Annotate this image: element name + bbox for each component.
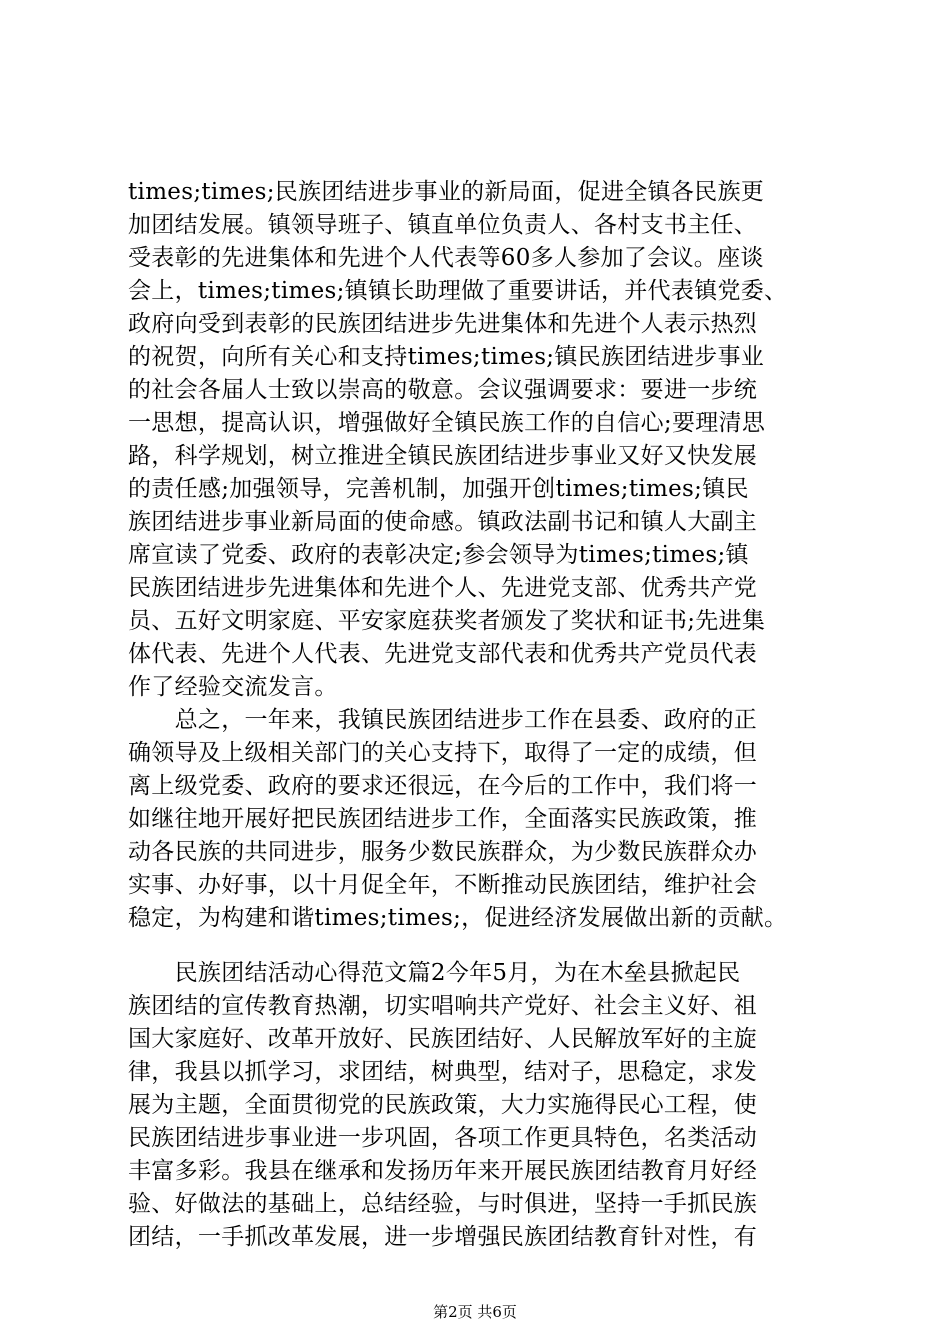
paragraph-1-line-16: 作了经验交流发言。 <box>128 674 338 700</box>
paragraph-3-line-4: 律，我县以抓学习，求团结，树典型，结对子，思稳定，求发 <box>128 1059 758 1085</box>
paragraph-1-line-14: 员、五好文明家庭、平安家庭获奖者颁发了奖状和证书;先进集 <box>128 608 766 634</box>
paragraph-2-line-4: 如继往地开展好把民族团结进步工作，全面落实民族政策，推 <box>128 806 758 832</box>
paragraph-1-line-13: 民族团结进步先进集体和先进个人、先进党支部、优秀共产党 <box>128 575 758 601</box>
paragraph-1-line-5: 政府向受到表彰的民族团结进步先进集体和先进个人表示热烈 <box>128 311 758 337</box>
paragraph-2-line-2: 确领导及上级相关部门的关心支持下，取得了一定的成绩，但 <box>128 740 758 766</box>
paragraph-1-line-7: 的社会各届人士致以崇高的敬意。会议强调要求：要进一步统 <box>128 377 758 403</box>
paragraph-1-line-10: 的责任感;加强领导，完善机制，加强开创times;times;镇民 <box>128 476 749 502</box>
page-number-footer: 第2页 共6页 <box>433 1303 517 1321</box>
paragraph-1-line-9: 路，科学规划，树立推进全镇民族团结进步事业又好又快发展 <box>128 443 758 469</box>
paragraph-3-line-6: 民族团结进步事业进一步巩固，各项工作更具特色，名类活动 <box>128 1125 758 1151</box>
paragraph-1-line-15: 体代表、先进个人代表、先进党支部代表和优秀共产党员代表 <box>128 641 758 667</box>
paragraph-2-line-5: 动各民族的共同进步，服务少数民族群众，为少数民族群众办 <box>128 839 758 865</box>
paragraph-1-line-8: 一思想，提高认识，增强做好全镇民族工作的自信心;要理清思 <box>128 410 766 436</box>
paragraph-2-line-3: 离上级党委、政府的要求还很远，在今后的工作中，我们将一 <box>128 773 758 799</box>
paragraph-2-line-6: 实事、办好事，以十月促全年，不断推动民族团结，维护社会 <box>128 872 758 898</box>
paragraph-2-line-7: 稳定，为构建和谐times;times;，促进经济发展做出新的贡献。 <box>128 905 788 931</box>
paragraph-1-line-4: 会上，times;times;镇镇长助理做了重要讲话，并代表镇党委、 <box>128 278 788 304</box>
paragraph-1-line-6: 的祝贺，向所有关心和支持times;times;镇民族团结进步事业 <box>128 344 765 370</box>
paragraph-1-line-11: 族团结进步事业新局面的使命感。镇政法副书记和镇人大副主 <box>128 509 758 535</box>
paragraph-3-line-5: 展为主题，全面贯彻党的民族政策，大力实施得民心工程，使 <box>128 1092 758 1118</box>
paragraph-1-line-2: 加团结发展。镇领导班子、镇直单位负责人、各村支书主任、 <box>128 212 758 238</box>
paragraph-3-line-2: 族团结的宣传教育热潮，切实唱响共产党好、社会主义好、祖 <box>128 993 758 1019</box>
paragraph-2-line-1: 总之，一年来，我镇民族团结进步工作在县委、政府的正 <box>128 707 758 733</box>
paragraph-3-line-9: 团结，一手抓改革发展，进一步增强民族团结教育针对性，有 <box>128 1224 758 1250</box>
paragraph-3-line-1: 民族团结活动心得范文篇2今年5月，为在木垒县掀起民 <box>128 960 741 986</box>
paragraph-3-line-8: 验、好做法的基础上，总结经验，与时俱进，坚持一手抓民族 <box>128 1191 758 1217</box>
paragraph-1-line-3: 受表彰的先进集体和先进个人代表等60多人参加了会议。座谈 <box>128 245 764 271</box>
paragraph-3-line-3: 国大家庭好、改革开放好、民族团结好、人民解放军好的主旋 <box>128 1026 758 1052</box>
paragraph-3-line-7: 丰富多彩。我县在继承和发扬历年来开展民族团结教育月好经 <box>128 1158 758 1184</box>
paragraph-1-line-1: times;times;民族团结进步事业的新局面，促进全镇各民族更 <box>128 179 765 205</box>
paragraph-1-line-12: 席宣读了党委、政府的表彰决定;参会领导为times;times;镇 <box>128 542 749 568</box>
